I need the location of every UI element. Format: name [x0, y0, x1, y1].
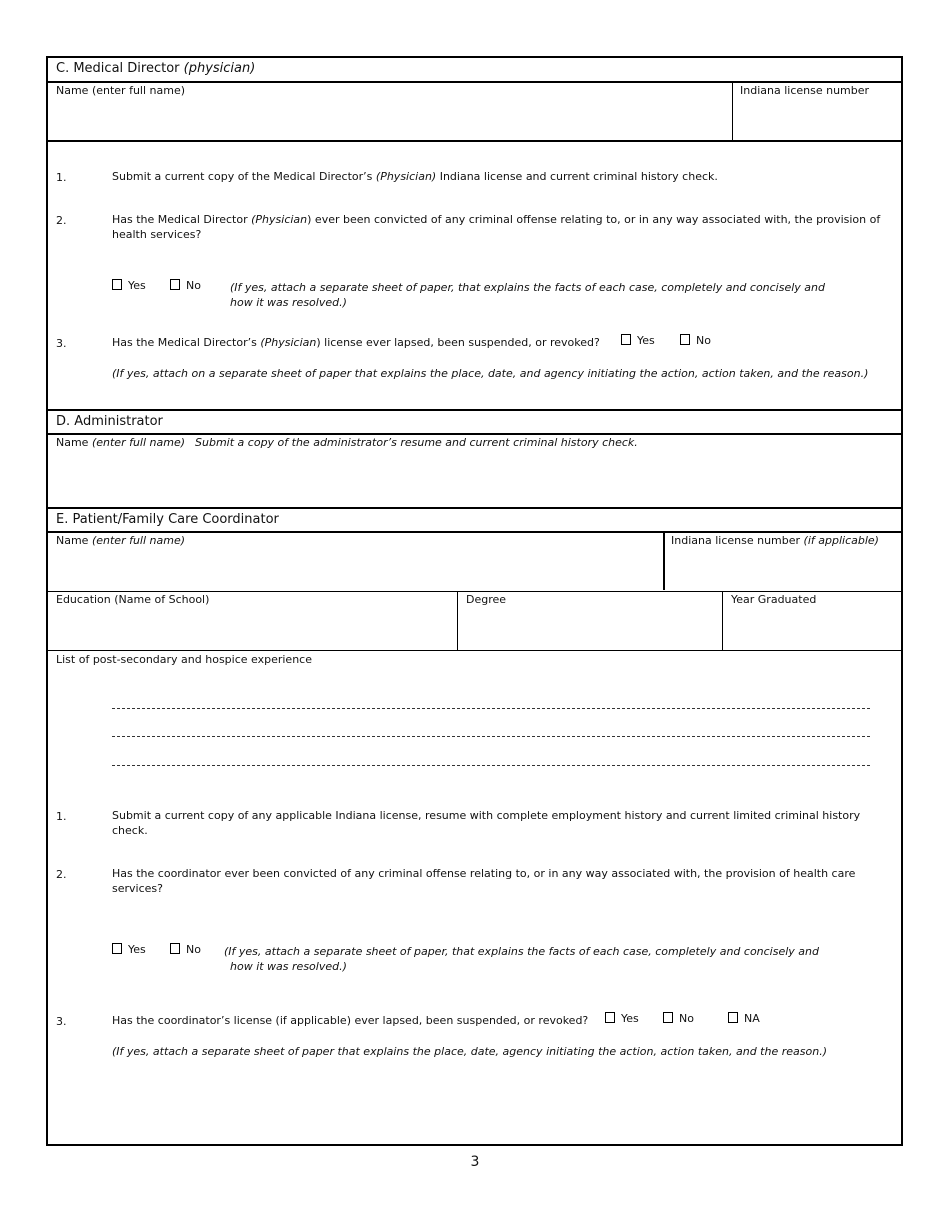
e-q2-note-line-2: how it was resolved.)	[230, 960, 347, 973]
c-q2-yes-checkbox[interactable]	[112, 279, 146, 292]
checkbox-icon[interactable]	[663, 1012, 673, 1023]
checkbox-icon[interactable]	[621, 334, 631, 345]
c-q1-text: Submit a current copy of the Medical Director’s	[112, 170, 376, 183]
checkbox-label: Yes	[128, 943, 146, 956]
education-label: Education (Name of School)	[56, 593, 210, 606]
checkbox-icon[interactable]	[112, 943, 122, 954]
page-number: 3	[470, 1154, 480, 1170]
checkbox-icon[interactable]	[170, 279, 180, 290]
experience-line-1[interactable]	[112, 708, 870, 709]
medical-director-license-field[interactable]	[733, 83, 901, 140]
e-q3-yes-checkbox[interactable]	[605, 1012, 639, 1025]
c-q3-text-end: ) license ever lapsed, been suspended, or revoked?	[316, 336, 600, 349]
c-q3-note: (If yes, attach on a separate sheet of paper that explains the place, date, and agency initiating the action, action taken, and the reason.)	[112, 367, 869, 380]
e-q2-yes-checkbox[interactable]	[112, 943, 146, 956]
coordinator-name-label-italic: (enter full name)	[91, 534, 186, 547]
section-c-heading-italic: (physician)	[183, 61, 256, 76]
c-question-1	[112, 169, 892, 184]
c-q2-text: Has the Medical Director	[112, 213, 252, 226]
coordinator-name-field[interactable]	[48, 533, 663, 590]
medical-director-license-label: Indiana license number	[740, 84, 870, 97]
coordinator-license-field[interactable]	[665, 533, 901, 590]
degree-field[interactable]	[458, 592, 722, 650]
section-e-heading: E. Patient/Family Care Coordinator	[56, 512, 279, 527]
experience-line-3[interactable]	[112, 765, 870, 766]
year-graduated-field[interactable]	[723, 592, 901, 650]
administrator-name-field[interactable]	[48, 435, 901, 507]
e-q2-note-line-1: (If yes, attach a separate sheet of paper, that explains the facts of each case, completely and concisely and	[224, 945, 819, 958]
e-q3-na-checkbox[interactable]	[728, 1012, 760, 1025]
administrator-name-label-italic: (enter full name)	[91, 436, 186, 449]
checkbox-label: No	[186, 943, 201, 956]
divider	[48, 650, 901, 651]
c-q1-italic: (Physician)	[375, 170, 437, 183]
divider	[48, 140, 901, 142]
section-d-heading: D. Administrator	[56, 414, 163, 429]
e-q2-note	[224, 944, 844, 974]
administrator-name-label-text: Name	[56, 436, 92, 449]
c-q2-text-end: ) ever been convicted of any criminal offense relating to, or in any way associated with, the provision of health services?	[112, 213, 881, 241]
c-q3-yes-checkbox[interactable]	[621, 334, 655, 347]
checkbox-label: NA	[744, 1012, 760, 1025]
section-c-heading-text: C. Medical Director	[56, 61, 184, 76]
c-q2-note-line-1: (If yes, attach a separate sheet of paper, that explains the facts of each case, completely and concisely and	[230, 281, 825, 294]
experience-label: List of post-secondary and hospice experience	[56, 653, 312, 666]
e-question-1: Submit a current copy of any applicable Indiana license, resume with complete employment history and current limited criminal history check.	[112, 809, 861, 837]
question-number: 1.	[56, 171, 67, 184]
section-c-heading	[56, 61, 255, 76]
checkbox-label: No	[186, 279, 201, 292]
coordinator-name-label	[56, 534, 185, 547]
question-number: 1.	[56, 810, 67, 823]
c-q2-italic: (Physician	[251, 213, 308, 226]
application-form-page	[46, 56, 903, 1146]
checkbox-icon[interactable]	[605, 1012, 615, 1023]
c-question-3	[112, 335, 612, 350]
e-question-2: Has the coordinator ever been convicted of any criminal offense relating to, or in any way associated with, the provision of health care services?	[112, 867, 856, 895]
coordinator-license-label-text: Indiana license number	[671, 534, 804, 547]
degree-label: Degree	[466, 593, 507, 606]
medical-director-name-field[interactable]	[48, 83, 732, 140]
checkbox-label: No	[679, 1012, 694, 1025]
checkbox-label: Yes	[637, 334, 655, 347]
administrator-name-label	[56, 436, 638, 449]
divider	[48, 507, 901, 509]
c-q2-note-line-2: how it was resolved.)	[230, 296, 347, 309]
question-number: 2.	[56, 868, 67, 881]
year-graduated-label: Year Graduated	[731, 593, 817, 606]
coordinator-name-label-text: Name	[56, 534, 92, 547]
e-q3-note: (If yes, attach a separate sheet of paper that explains the place, date, agency initiating the action, action taken, and the reason.)	[112, 1045, 827, 1058]
question-number: 3.	[56, 1015, 67, 1028]
experience-line-2[interactable]	[112, 736, 870, 737]
c-q3-italic: (Physician	[260, 336, 317, 349]
checkbox-label: Yes	[621, 1012, 639, 1025]
c-q1-text-end: Indiana license and current criminal history check.	[436, 170, 718, 183]
e-q2-no-checkbox[interactable]	[170, 943, 201, 956]
c-q2-no-checkbox[interactable]	[170, 279, 201, 292]
checkbox-icon[interactable]	[680, 334, 690, 345]
checkbox-icon[interactable]	[112, 279, 122, 290]
e-q3-no-checkbox[interactable]	[663, 1012, 694, 1025]
coordinator-license-label	[671, 534, 879, 547]
c-q3-text: Has the Medical Director’s	[112, 336, 261, 349]
education-field[interactable]	[48, 592, 457, 650]
c-q2-note	[230, 280, 840, 310]
c-q3-no-checkbox[interactable]	[680, 334, 711, 347]
checkbox-label: Yes	[128, 279, 146, 292]
checkbox-label: No	[696, 334, 711, 347]
administrator-instruction: Submit a copy of the administrator’s resume and current criminal history check.	[195, 436, 638, 449]
c-question-2	[112, 212, 892, 242]
question-number: 3.	[56, 337, 67, 350]
e-question-3: Has the coordinator’s license (if applicable) ever lapsed, been suspended, or revoked?	[112, 1014, 589, 1027]
question-number: 2.	[56, 214, 67, 227]
divider	[48, 409, 901, 411]
medical-director-name-label: Name (enter full name)	[56, 84, 186, 97]
coordinator-license-label-italic: (if applicable)	[803, 534, 879, 547]
checkbox-icon[interactable]	[728, 1012, 738, 1023]
checkbox-icon[interactable]	[170, 943, 180, 954]
